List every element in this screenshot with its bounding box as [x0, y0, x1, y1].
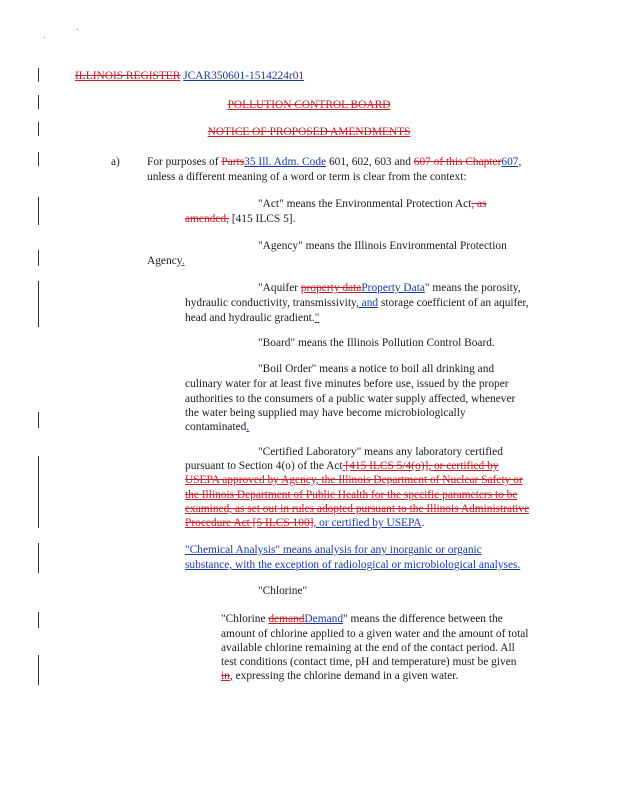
change-bar: [38, 543, 39, 573]
change-bar: [38, 412, 39, 428]
register-inserted: JCAR350601-1514224r01: [183, 70, 305, 82]
chlorine-heading: "Chlorine": [258, 585, 308, 597]
certified-lab-line-6: Procedure Act [5 ILCS 100], or certified by USEPA.: [185, 517, 425, 529]
certified-lab-line-1: "Certified Laboratory" means any laboratory certified: [258, 446, 503, 458]
aquifer-definition-line-3: head and hydraulic gradient.": [185, 312, 320, 324]
aquifer-definition-line-2: hydraulic conductivity, transmissivity, and storage coefficient of an aquifer,: [185, 297, 529, 309]
change-bar: [38, 152, 39, 166]
board-title: POLLUTION CONTROL BOARD: [227, 99, 391, 111]
chemical-analysis-line-2: substance, with the exception of radiological or microbiological analyses.: [185, 559, 521, 571]
register-deleted: ILLINOIS REGISTER: [75, 70, 181, 82]
certified-lab-line-2: pursuant to Section 4(o) of the Act [415 ILCS 5/4(o)], or certified by: [185, 460, 499, 472]
change-bar: [38, 197, 39, 225]
chemical-analysis-line-1: "Chemical Analysis" means analysis for any inorganic or organic: [185, 544, 482, 556]
scan-speck: [44, 37, 45, 38]
change-bar: [38, 655, 39, 685]
boil-order-line-2: culinary water for at least five minutes before use, issued by the proper: [185, 378, 509, 390]
register-header: [75, 70, 304, 83]
certified-lab-line-3: USEPA approved by Agency, the Illinois Department of Nuclear Safety or: [185, 474, 523, 486]
boil-order-line-4: the water being supplied may have become microbiologically: [185, 407, 466, 419]
change-bar: [38, 68, 39, 82]
section-a-line-1: For purposes of Parts35 Ill. Adm. Code 601, 602, 603 and 607 of this Chapter607,: [147, 156, 522, 168]
certified-lab-line-4: the Illinois Department of Public Health for the specific parameters to be: [185, 489, 518, 501]
change-bar: [38, 456, 39, 528]
chlorine-demand-line-5: in, expressing the chlorine demand in a given water.: [221, 670, 459, 682]
chlorine-demand-line-2: amount of chlorine applied to a given water and the amount of total: [221, 628, 529, 640]
boil-order-line-3: authorities to the consumers of a public water supply affected, whenever: [185, 393, 516, 405]
change-bar: [38, 281, 39, 327]
notice-title: NOTICE OF PROPOSED AMENDMENTS: [207, 126, 411, 138]
chlorine-demand-line-4: test conditions (contact time, pH and temperature) must be given: [221, 656, 517, 668]
chlorine-demand-line-1: "Chlorine demandDemand" means the difference between the: [221, 613, 503, 625]
certified-lab-line-5: examined, as set out in rules adopted pursuant to the Illinois Administrative: [185, 503, 530, 515]
change-bar: [38, 250, 39, 266]
act-definition-line-2: amended, [415 ILCS 5].: [185, 213, 296, 225]
chlorine-demand-line-3: available chlorine remaining at the end of the contact period. All: [221, 642, 515, 654]
agency-definition-line-1: "Agency" means the Illinois Environmental Protection: [258, 240, 507, 252]
boil-order-line-1: "Boil Order" means a notice to boil all drinking and: [258, 363, 495, 375]
board-definition: "Board" means the Illinois Pollution Control Board.: [258, 337, 495, 349]
aquifer-definition-line-1: "Aquifer property dataProperty Data" means the porosity,: [258, 282, 521, 294]
act-definition-line-1: "Act" means the Environmental Protection Act, as: [258, 198, 487, 210]
section-a-line-2: unless a different meaning of a word or term is clear from the context:: [147, 171, 467, 183]
change-bar: [38, 612, 39, 628]
agency-definition-line-2: Agency.: [147, 255, 185, 267]
boil-order-line-5: contaminated.: [185, 421, 250, 433]
scan-speck: [77, 29, 78, 30]
section-label: a): [111, 156, 120, 168]
